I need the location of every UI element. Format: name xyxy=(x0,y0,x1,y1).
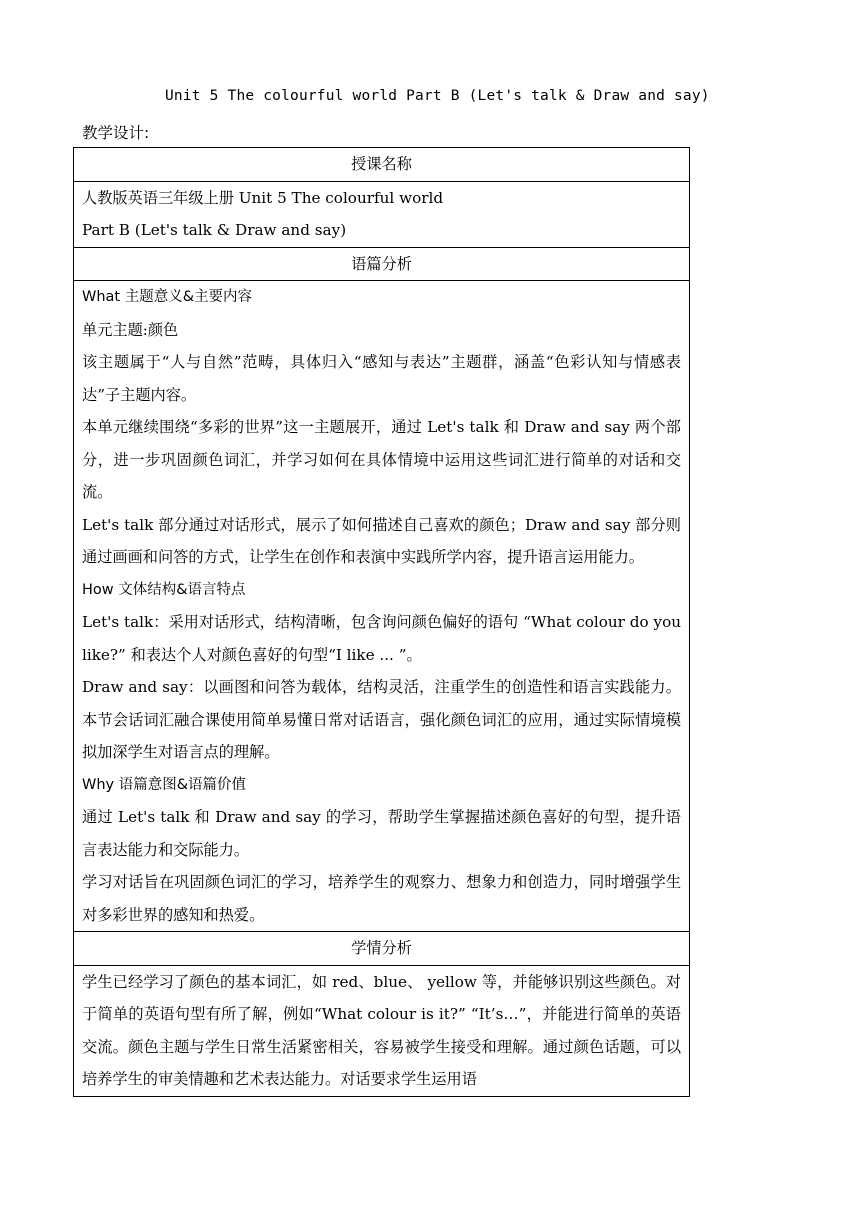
course-name-cell xyxy=(74,181,690,247)
table-row xyxy=(74,181,690,247)
what-paragraph: 本单元继续围绕“多彩的世界”这一主题展开，通过 Let's talk 和 Draw and say 两个部分，进一步巩固颜色词汇，并学习如何在具体情境中运用这些词汇进行简单的对话和交流。 xyxy=(82,418,681,501)
table-row xyxy=(74,148,690,182)
table-row xyxy=(74,932,690,966)
section-caption: 教学设计: xyxy=(82,124,150,142)
text-analysis-cell xyxy=(74,281,690,932)
how-heading: How 文体结构&语言特点 xyxy=(82,581,246,598)
what-heading: What 主题意义&主要内容 xyxy=(82,289,253,305)
table-row xyxy=(74,965,690,1096)
why-paragraph: 学习对话旨在巩固颜色词汇的学习，培养学生的观察力、想象力和创造力，同时增强学生对多彩世界的感知和热爱。 xyxy=(82,873,681,924)
learner-analysis-paragraph: 学生已经学习了颜色的基本词汇，如 red、blue、 yellow 等，并能够识别这些颜色。对于简单的英语句型有所了解，例如“What colour is it?” “It’s…”，并能进行简单的英语交流。颜色主题与学生日常生活紧密相关，容易被学生接受和理解。通过颜色话题，可以培养学生的审美情趣和艺术表达能力。对话要求学生运用语 xyxy=(82,972,681,1088)
why-paragraph: 通过 Let's talk 和 Draw and say 的学习，帮助学生掌握描述颜色喜好的句型，提升语言表达能力和交际能力。 xyxy=(82,808,681,859)
course-name-header: 授课名称 xyxy=(74,148,690,182)
what-paragraph: 该主题属于“人与自然”范畴，具体归入“感知与表达”主题群，涵盖“色彩认知与情感表达”子主题内容。 xyxy=(82,353,681,404)
what-paragraph: 单元主题:颜色 xyxy=(82,320,179,339)
text-analysis-header: 语篇分析 xyxy=(74,247,690,281)
table-row xyxy=(74,281,690,932)
how-paragraph: Draw and say：以画图和问答为载体，结构灵活，注重学生的创造性和语言实践能力。本节会话词汇融合课使用简单易懂日常对话语言，强化颜色词汇的应用，通过实际情境模拟加深学生对语言点的理解。 xyxy=(82,678,681,761)
lesson-design-table xyxy=(73,147,690,1097)
document-title: Unit 5 The colourful world Part B (Let's talk & Draw and say) xyxy=(165,88,710,104)
why-heading: Why 语篇意图&语篇价值 xyxy=(82,776,247,793)
learner-analysis-header: 学情分析 xyxy=(74,932,690,966)
learner-analysis-cell xyxy=(74,965,690,1096)
course-name-line: Part B (Let's talk & Draw and say) xyxy=(82,221,347,239)
what-paragraph: Let's talk 部分通过对话形式，展示了如何描述自己喜欢的颜色；Draw and say 部分则通过画画和问答的方式，让学生在创作和表演中实践所学内容，提升语言运用能力。 xyxy=(82,515,681,566)
table-row xyxy=(74,247,690,281)
how-paragraph: Let's talk：采用对话形式，结构清晰，包含询问颜色偏好的语句 “What colour do you like?” 和表达个人对颜色喜好的句型“I like ... ”。 xyxy=(82,613,681,664)
course-name-line: 人教版英语三年级上册 Unit 5 The colourful world xyxy=(82,188,444,207)
